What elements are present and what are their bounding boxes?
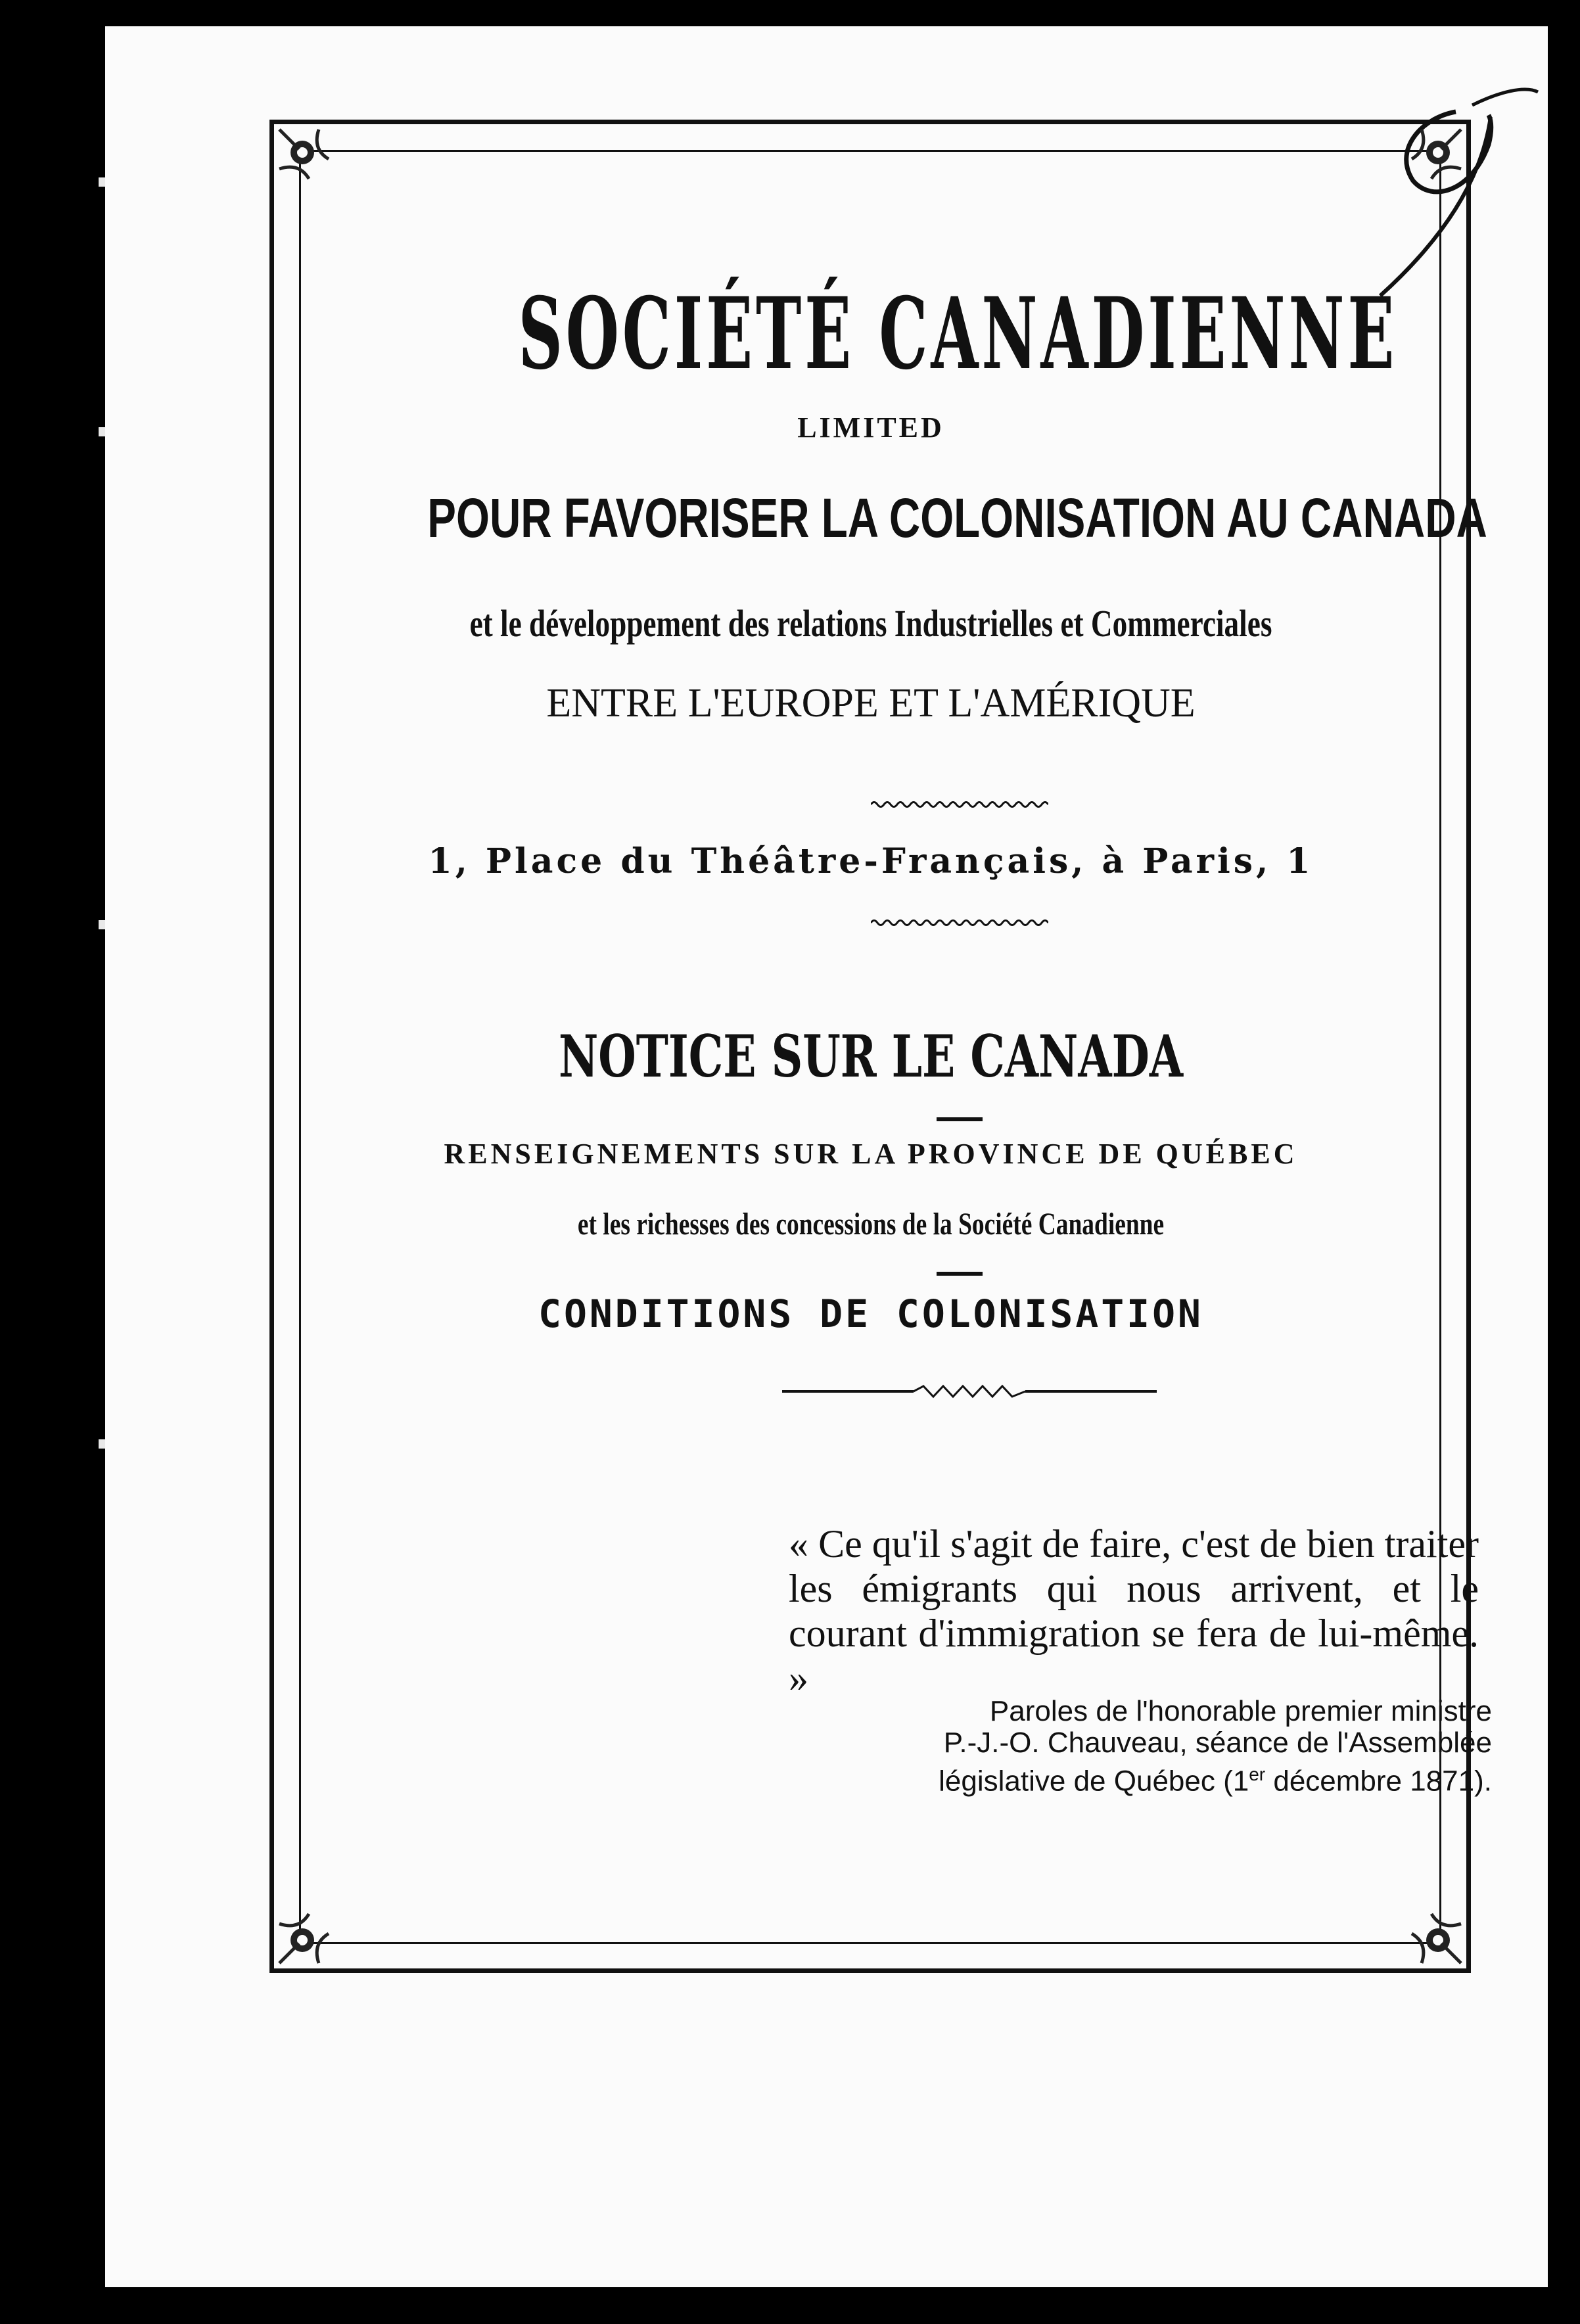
notice-title: NOTICE SUR LE CANADA: [558, 1022, 1184, 1090]
squiggle-divider-top: [871, 799, 1048, 810]
attribution-line: [868, 1759, 1492, 1798]
renseignements-line: RENSEIGNEMENTS SUR LA PROVINCE DE QUÉBEC: [444, 1138, 1298, 1170]
ornamental-rule: [782, 1383, 1157, 1399]
richesses-line: et les richesses des concessions de la Société Canadienne: [577, 1207, 1165, 1242]
squiggle-divider-bottom: [871, 917, 1048, 929]
chauveau-quote: « Ce qu'il s'agit de faire, c'est de bien traiter les émigrants qui nous arrivent, et le courant d'immigration se fera de lui-même. »: [789, 1522, 1479, 1700]
attribution-line: P.-J.-O. Chauveau, séance de l'Assemblée: [943, 1727, 1492, 1759]
corner-ornament-top-right: [1402, 123, 1468, 189]
corner-ornament-bottom-right: [1402, 1904, 1468, 1970]
society-subtitle: POUR FAVORISER LA COLONISATION AU CANADA: [427, 487, 1487, 549]
document-page: [105, 26, 1548, 2287]
society-title: SOCIÉTÉ CANADIENNE: [518, 276, 1398, 392]
limited-label: LIMITED: [797, 411, 944, 444]
corner-ornament-bottom-left: [273, 1904, 338, 1970]
corner-ornament-top-left: [273, 123, 338, 189]
conditions-line: CONDITIONS DE COLONISATION: [538, 1291, 1203, 1336]
attribution-text: législative de Québec (1: [939, 1765, 1249, 1798]
short-rule: [937, 1117, 983, 1121]
attribution-superscript: er: [1249, 1764, 1266, 1784]
address-line: 1, Place du Théâtre-Français, à Paris, 1: [428, 841, 1314, 881]
quote-attribution: [868, 1696, 1492, 1798]
short-rule: [937, 1272, 983, 1276]
society-description: et le développement des relations Industrielles et Commerciales: [469, 602, 1272, 645]
attribution-line: Paroles de l'honorable premier ministre: [989, 1695, 1492, 1727]
region-line: ENTRE L'EUROPE ET L'AMÉRIQUE: [546, 681, 1196, 726]
attribution-text: décembre 1871).: [1265, 1765, 1492, 1798]
